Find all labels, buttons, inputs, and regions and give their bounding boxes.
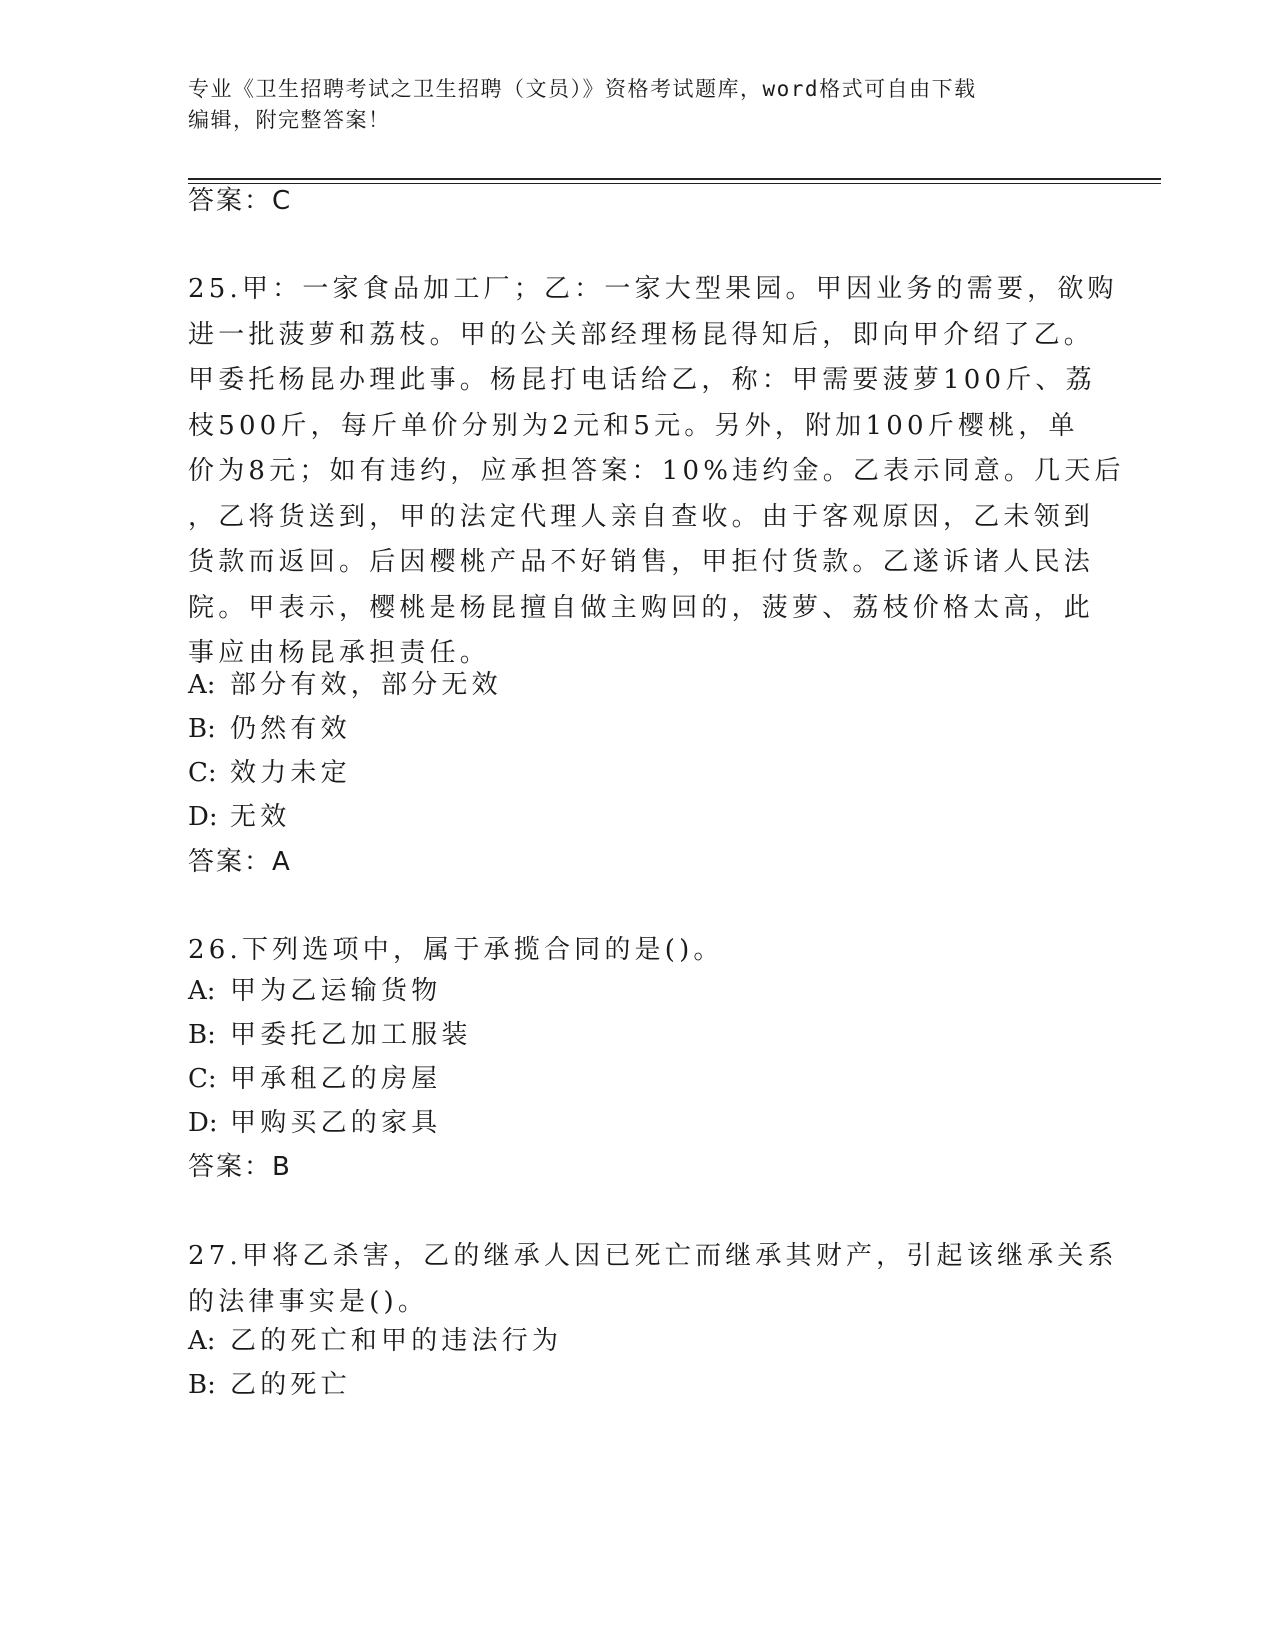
option-label: B:	[188, 1020, 216, 1050]
question-25-stem	[188, 267, 1125, 677]
question-line: ，乙将货送到，甲的法定代理人亲自查收。由于客观原因，乙未领到	[188, 501, 1095, 532]
option-label: D:	[188, 1108, 218, 1138]
header-line-1: 专业《卫生招聘考试之卫生招聘（文员）》资格考试题库，word格式可自由下载	[188, 77, 977, 101]
option-label: D:	[188, 802, 218, 832]
question-line: 26.下列选项中，属于承揽合同的是()。	[188, 935, 724, 965]
header-rule-thick	[188, 178, 1161, 180]
question-25-option-c	[188, 756, 351, 790]
document-header	[188, 74, 1088, 136]
question-line: 枝500斤，每斤单价分别为2元和5元。另外，附加100斤樱桃，单	[188, 410, 1079, 441]
option-label: B:	[188, 1370, 216, 1400]
question-line: 的法律事实是()。	[188, 1286, 429, 1317]
option-text: 甲承租乙的房屋	[230, 1064, 442, 1094]
header-line-2: 编辑，附完整答案！	[188, 108, 391, 132]
option-text: 甲购买乙的家具	[230, 1108, 442, 1138]
question-27-option-b	[188, 1368, 351, 1402]
question-26-option-c	[188, 1062, 441, 1096]
option-text: 部分有效，部分无效	[230, 670, 502, 700]
question-26-answer: 答案：B	[188, 1152, 292, 1182]
question-26-option-a	[188, 974, 441, 1008]
question-26-option-b	[188, 1018, 472, 1052]
question-25-option-d	[188, 800, 290, 834]
option-text: 乙的死亡和甲的违法行为	[230, 1326, 563, 1356]
option-label: A:	[188, 976, 216, 1006]
question-26-stem	[188, 928, 1088, 974]
question-27-stem	[188, 1234, 1118, 1325]
option-text: 效力未定	[230, 758, 351, 788]
option-label: A:	[188, 670, 216, 700]
question-25-option-b	[188, 712, 351, 746]
option-text: 无效	[230, 802, 291, 832]
question-line: 货款而返回。后因樱桃产品不好销售，甲拒付货款。乙遂诉诸人民法	[188, 547, 1095, 577]
question-25-answer: 答案：A	[188, 847, 292, 877]
option-label: C:	[188, 1064, 217, 1094]
question-line: 事应由杨昆承担责任。	[188, 638, 491, 668]
answer-prev: 答案：C	[188, 186, 293, 216]
question-25-option-a	[188, 668, 502, 702]
option-text: 甲委托乙加工服装	[230, 1020, 472, 1050]
option-text: 乙的死亡	[230, 1370, 351, 1400]
question-line: 27.甲将乙杀害，乙的继承人因已死亡而继承其财产，引起该继承关系	[188, 1241, 1118, 1271]
question-line: 25.甲：一家食品加工厂；乙：一家大型果园。甲因业务的需要，欲购	[188, 274, 1118, 304]
header-rule-thin	[188, 183, 1161, 184]
option-label: B:	[188, 714, 216, 744]
question-26-option-d	[188, 1106, 441, 1140]
question-line: 甲委托杨昆办理此事。杨昆打电话给乙，称：甲需要菠萝100斤、荔	[188, 365, 1096, 395]
question-27-option-a	[188, 1324, 562, 1358]
option-text: 甲为乙运输货物	[230, 976, 442, 1006]
option-label: C:	[188, 758, 217, 788]
question-line: 院。甲表示，樱桃是杨昆擅自做主购回的，菠萝、荔枝价格太高，此	[188, 592, 1095, 623]
option-text: 仍然有效	[230, 714, 351, 744]
question-line: 进一批菠萝和荔枝。甲的公关部经理杨昆得知后，即向甲介绍了乙。	[188, 319, 1095, 350]
question-line: 价为8元；如有违约，应承担答案：10%违约金。乙表示同意。几天后	[188, 456, 1125, 486]
option-label: A:	[188, 1326, 216, 1356]
